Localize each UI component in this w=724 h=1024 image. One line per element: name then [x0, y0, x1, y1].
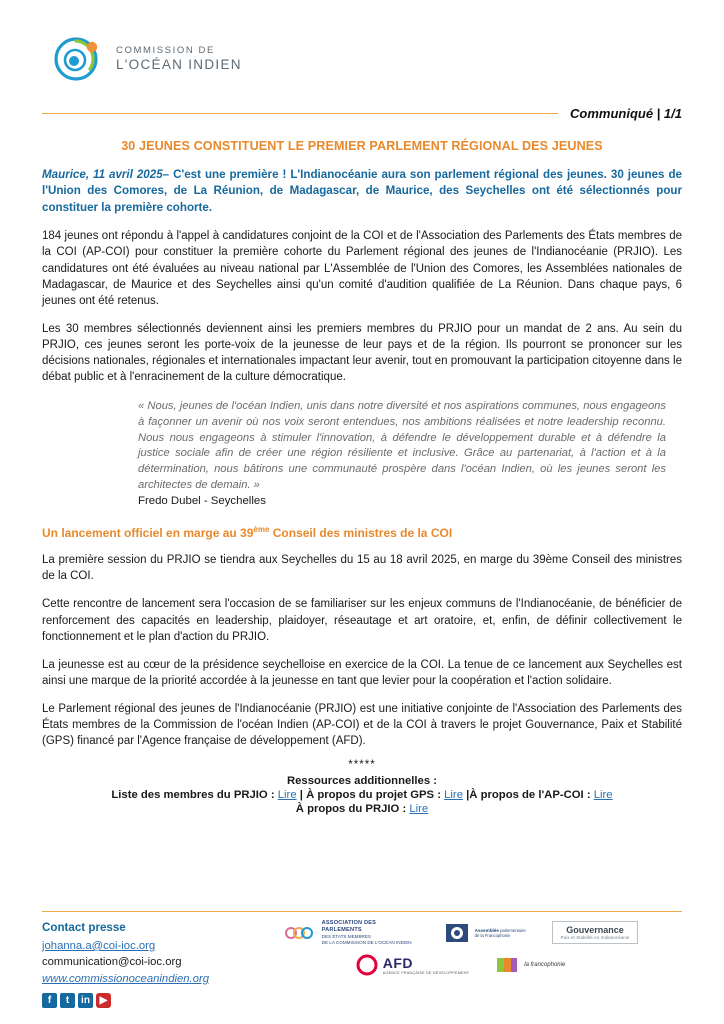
gps-logo — [552, 921, 639, 944]
pull-quote — [42, 399, 682, 507]
apcoi-line-1: ASSOCIATION DES PARLEMENTS — [321, 920, 377, 934]
communique-label: Communiqué | 1/1 — [570, 106, 682, 121]
quote-text: « Nous, jeunes de l'océan Indien, unis dans notre diversité et nos aspirations communes, nous engageons à façonner un avenir où nos voix seront entendues, nos ambitions réalisées et notre leadership reconnu. Nous nous engageons à stimuler l'innovation, à défendre le développement durable et à défendre la justice sociale afin de créer une région résiliente et inclusive. Grâce au partenariat, à l'action et à la détermination, nous bâtirons une communauté prospère dans l'océan Indien, où les jeunes seront les architectes de demain. » — [138, 400, 666, 491]
apf-mark-icon — [444, 921, 470, 945]
contact-website[interactable]: www.commissionoceanindien.org — [42, 972, 210, 985]
document-footer — [42, 911, 682, 1008]
resource-label-members: Liste des membres du PRJIO : — [111, 789, 278, 802]
afd-logo — [356, 954, 470, 976]
header-rule-row — [42, 106, 682, 123]
apf-line-2: parlementaire — [500, 927, 526, 933]
facebook-icon[interactable]: f — [42, 993, 57, 1008]
partner-logos — [209, 920, 682, 975]
partner-row-1 — [283, 920, 639, 945]
apcoi-logo — [283, 920, 418, 945]
body-paragraph-4: Cette rencontre de lancement sera l'occasion de se familiariser sur les enjeux communs de l'Indianocéanie, de bénéficier de renforcement des capacités en leadership, plaidoyer, réseautage et art oratoire, et, enfin, de définir collectivement le fonctionnement et le plan d'action du PRJIO. — [42, 598, 682, 643]
apf-line-3: de la Francophonie — [474, 933, 511, 939]
resource-separator-1: | — [296, 789, 307, 802]
resource-link-gps[interactable]: Lire — [444, 789, 463, 802]
resources-line-2 — [42, 803, 682, 815]
subheading-post: Conseil des ministres de la COI — [269, 526, 453, 541]
contact-email-1[interactable]: johanna.a@coi-ioc.org — [42, 939, 156, 952]
body-paragraph-2: Les 30 membres sélectionnés deviennent ainsi les premiers membres du PRJIO pour un mandat de 2 ans. Au sein du PRJIO, ces jeunes seront les porte-voix de la jeunesse de leur pays et de la région. Ils pourront se prononcer sur les décisions nationales, régionales et internationales impactant leur avenir, tout en promouvant la participation citoyenne dans le débat public et à l'enracinement de la culture démocratique. — [42, 322, 682, 384]
logo-line-1: COMMISSION DE — [116, 45, 215, 57]
coi-logo-text — [116, 46, 242, 72]
section-subheading — [42, 525, 682, 540]
afd-subtitle: AGENCE FRANÇAISE DE DÉVELOPPEMENT — [382, 970, 470, 975]
gps-title: Gouvernance — [566, 925, 624, 936]
apf-line-1: Assemblée — [474, 927, 499, 933]
apf-caption — [475, 928, 526, 939]
coi-logo-icon — [52, 33, 108, 85]
resource-link-apcoi[interactable]: Lire — [593, 789, 613, 802]
twitter-icon[interactable]: t — [60, 993, 75, 1008]
lede-paragraph — [42, 167, 682, 216]
gps-subtitle: Paix et Stabilité en Indianocéanie — [560, 935, 630, 941]
partner-row-2 — [356, 954, 566, 976]
francophonie-mark-icon — [495, 954, 519, 976]
body-paragraph-5: La jeunesse est au cœur de la présidence seychelloise en exercice de la COI. La tenue de ce lancement aux Seychelles est ainsi une marque de la priorité accordée à la jeunesse en tant que levier pour la coopération et l'action solidaire. — [42, 658, 682, 687]
page-title: 30 JEUNES CONSTITUENT LE PREMIER PARLEMENT RÉGIONAL DES JEUNES — [121, 139, 603, 153]
afd-title: AFD — [382, 954, 413, 971]
apf-logo — [444, 921, 526, 945]
resource-separator-2: | — [462, 789, 470, 802]
contact-email-2: communication@coi-ioc.org — [42, 956, 182, 969]
resource-label-apcoi: À propos de l'AP-COI : — [469, 789, 594, 802]
linkedin-icon[interactable]: in — [78, 993, 93, 1008]
francophonie-logo — [495, 954, 565, 976]
document-header — [42, 0, 682, 92]
subheading-pre: Un lancement officiel en marge au 39 — [42, 526, 254, 541]
resources-title: Ressources additionnelles : — [286, 775, 438, 788]
body-paragraph-6: Le Parlement régional des jeunes de l'Indianocéanie (PRJIO) est une initiative conjointe de l'Association des Parlements des États membres de la Commission de l'océan Indien (AP-COI) et de la COI à travers le projet Gouvernance, Paix et Stabilité (GPS) financé par l'Agence française de développement (AFD). — [42, 702, 682, 748]
social-links — [42, 993, 209, 1008]
resource-label-gps: À propos du projet GPS : — [306, 789, 445, 802]
apcoi-caption — [322, 920, 418, 945]
apcoi-line-3: DE LA COMMISSION DE L'OCÉAN INDIEN — [321, 939, 412, 945]
footer-divider — [42, 911, 682, 912]
youtube-icon[interactable]: ▶ — [96, 993, 111, 1008]
subheading-sup: ème — [253, 525, 270, 535]
lede-text: – C'est une première ! L'Indianocéanie aura son parlement régional des jeunes. 30 jeunes de l'Union des Comores, de La Réunion, de Madagascar, de Maurice, des Seychelles ont été sélectionnés pour constituer la première cohorte. — [42, 168, 682, 214]
resource-link-members[interactable]: Lire — [277, 789, 297, 802]
quote-author: Fredo Dubel - Seychelles — [138, 495, 266, 508]
apcoi-line-2: DES ÉTATS MEMBRES — [321, 934, 371, 940]
francophonie-caption: la francophonie — [524, 961, 566, 968]
header-divider — [42, 113, 558, 114]
contact-title: Contact presse — [42, 921, 126, 935]
body-paragraph-1: 184 jeunes ont répondu à l'appel à candidatures conjoint de la COI et de l'Association des Parlements des États membres de la COI (AP-COI) pour constituer la première cohorte du Parlement régional des jeunes de l'Indianocéanie (PRJIO). Les candidatures ont été évaluées au niveau national par L'Assemblée de l'Union des Comores, les Assemblées nationales de Madagascar, de Maurice et des Seychelles ainsi qu'un comité d'audition qualifiée de La Réunion. Dans chaque pays, 6 jeunes ont été retenus. — [42, 230, 682, 307]
press-contact-block — [42, 920, 209, 1008]
resource-link-prjio[interactable]: Lire — [409, 803, 429, 816]
lede-city: Maurice, 11 avril 2025 — [42, 168, 163, 181]
separator-stars: ***** — [348, 759, 376, 772]
body-paragraph-3: La première session du PRJIO se tiendra aux Seychelles du 15 au 18 avril 2025, en marge du 39ème Conseil des ministres de la COI. — [42, 554, 682, 583]
resources-line-1 — [42, 789, 682, 801]
afd-mark-icon — [356, 954, 378, 976]
resource-label-prjio: À propos du PRJIO : — [295, 803, 410, 816]
logo-line-2: L'OCÉAN INDIEN — [116, 56, 242, 72]
apcoi-mark-icon — [283, 921, 317, 945]
